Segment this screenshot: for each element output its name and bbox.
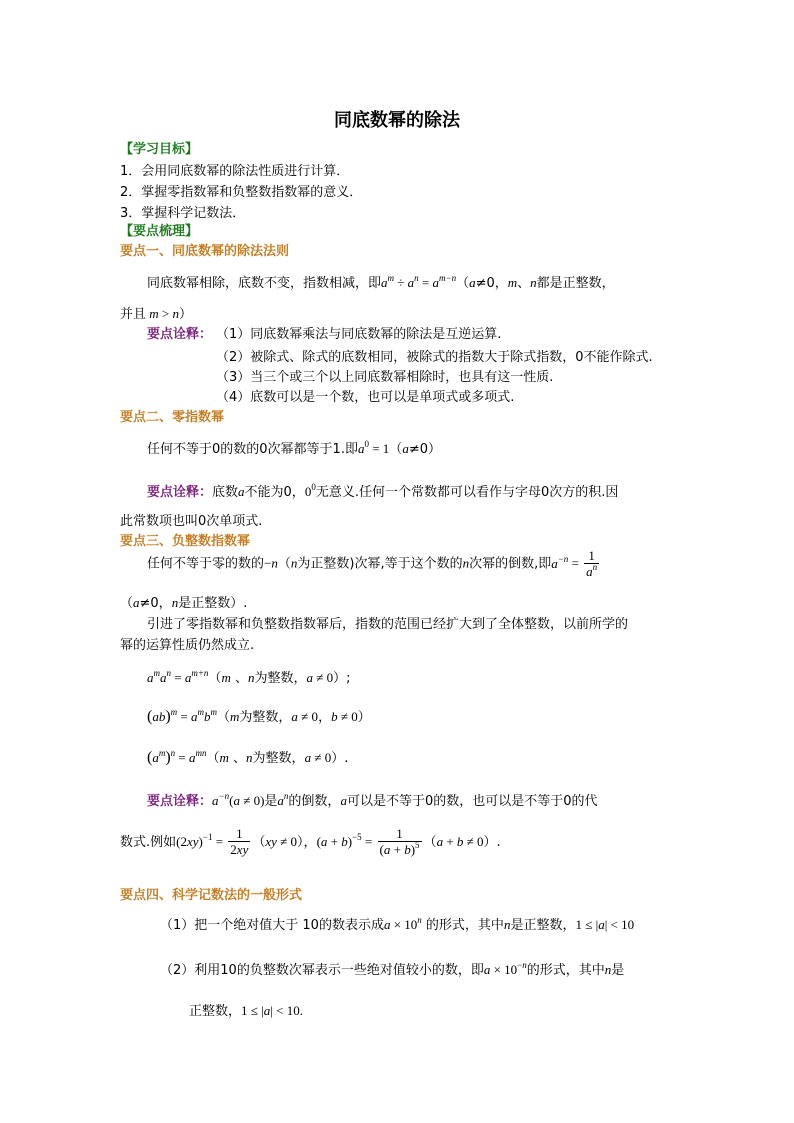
section-heading-1: 要点一、同底数幂的除法法则	[120, 244, 290, 259]
page-title: 同底数幂的除法	[334, 110, 460, 131]
kp2-note: 要点诠释：底数a不能为0，$0^0$无意义.任何一个常数都可以看作与字母0次方的积.因	[147, 482, 619, 500]
objectives-heading: 【学习目标】	[120, 142, 199, 157]
section-heading-3: 要点三、负整数指数幂	[120, 534, 251, 549]
note-item: （4）底数可以是一个数，也可以是单项式或多项式.	[216, 390, 515, 405]
kp3-paragraph: 任何不等于零的数的−n（n为正整数)次幂,等于这个数的n次幂的倒数,即$a^{-n}$ = $\frac{1}{a^n}$	[147, 548, 598, 579]
kp3-note: 要点诠释：$a^{-n}(a \ne 0)$是$a^n$的倒数，a可以是不等于0的数，也可以是不等于0的代	[147, 791, 598, 809]
kp3-paragraph-3: 幂的运算性质仍然成立.	[120, 638, 255, 653]
kp4-item-1: （1）把一个绝对值大于 10的数表示成$a \times 10^n$ 的形式，其中n是正整数，1 ≤ |a| < 10	[160, 915, 635, 933]
formula-product: $a^ma^n = a^{m+n}(m$ 、n为整数，a ≠ 0）;	[147, 668, 351, 686]
formula-power-of-product: $(ab)^m = a^mb^m(m$为整数，a ≠ 0，b ≠ 0）	[147, 707, 371, 725]
kp2-note-cont: 此常数项也叫0次单项式.	[120, 514, 263, 529]
note-item: （2）被除式、除式的底数相同，被除式的指数大于除式指数，0不能作除式.	[216, 350, 653, 365]
keypoints-heading: 【要点梳理】	[120, 224, 199, 239]
note-item: （1）同底数幂乘法与同底数幂的除法是互逆运算.	[216, 327, 502, 342]
section-heading-2: 要点二、零指数幂	[120, 410, 225, 425]
kp3-paragraph-2: 引进了零指数幂和负整数指数幂后，指数的范围已经扩大到了全体整数，以前所学的	[147, 617, 629, 632]
kp3-paragraph-cond: （a≠0，n是正整数）.	[120, 595, 248, 611]
kp1-paragraph: 同底数幂相除，底数不变，指数相减，即$a^m \div a^n = a^{m-n}(a\ne 0$，m、n都是正整数，	[147, 273, 615, 291]
kp1-paragraph-cont: 并且 m > n）	[120, 306, 193, 322]
objective-item: 3．掌握科学记数法．	[120, 206, 246, 221]
kp4-item-2-cont: 正整数，1 ≤ |a| < 10.	[189, 1003, 303, 1019]
note-label: 要点诠释：	[147, 327, 213, 342]
kp2-paragraph: 任何不等于0的数的0次幂都等于1.即$a^0 = 1(a\ne 0)$	[147, 439, 441, 457]
objective-item: 2．掌握零指数幂和负整数指数幂的意义．	[120, 185, 363, 200]
kp4-item-2: （2）利用10的负整数次幂表示一些绝对值较小的数，即$a \times 10^{-n}$的形式，其中n是	[160, 960, 625, 978]
objective-item: 1．会用同底数幂的除法性质进行计算．	[120, 164, 350, 179]
kp3-note-cont: 数式.例如$(2xy)^{-1}$ = $\frac{1}{2xy}$ （xy ≠ 0），$(a + b)^{-5}$ = $\frac{1}{(a + b)^5}$ （a + b ≠ 0）.	[120, 826, 501, 857]
section-heading-4: 要点四、科学记数法的一般形式	[120, 888, 303, 903]
note-item: （3）当三个或三个以上同底数幂相除时，也具有这一性质.	[216, 370, 554, 385]
formula-power-of-power: $(a^m)^n = a^{mn}(m$ 、n为整数，a ≠ 0）.	[147, 748, 349, 766]
